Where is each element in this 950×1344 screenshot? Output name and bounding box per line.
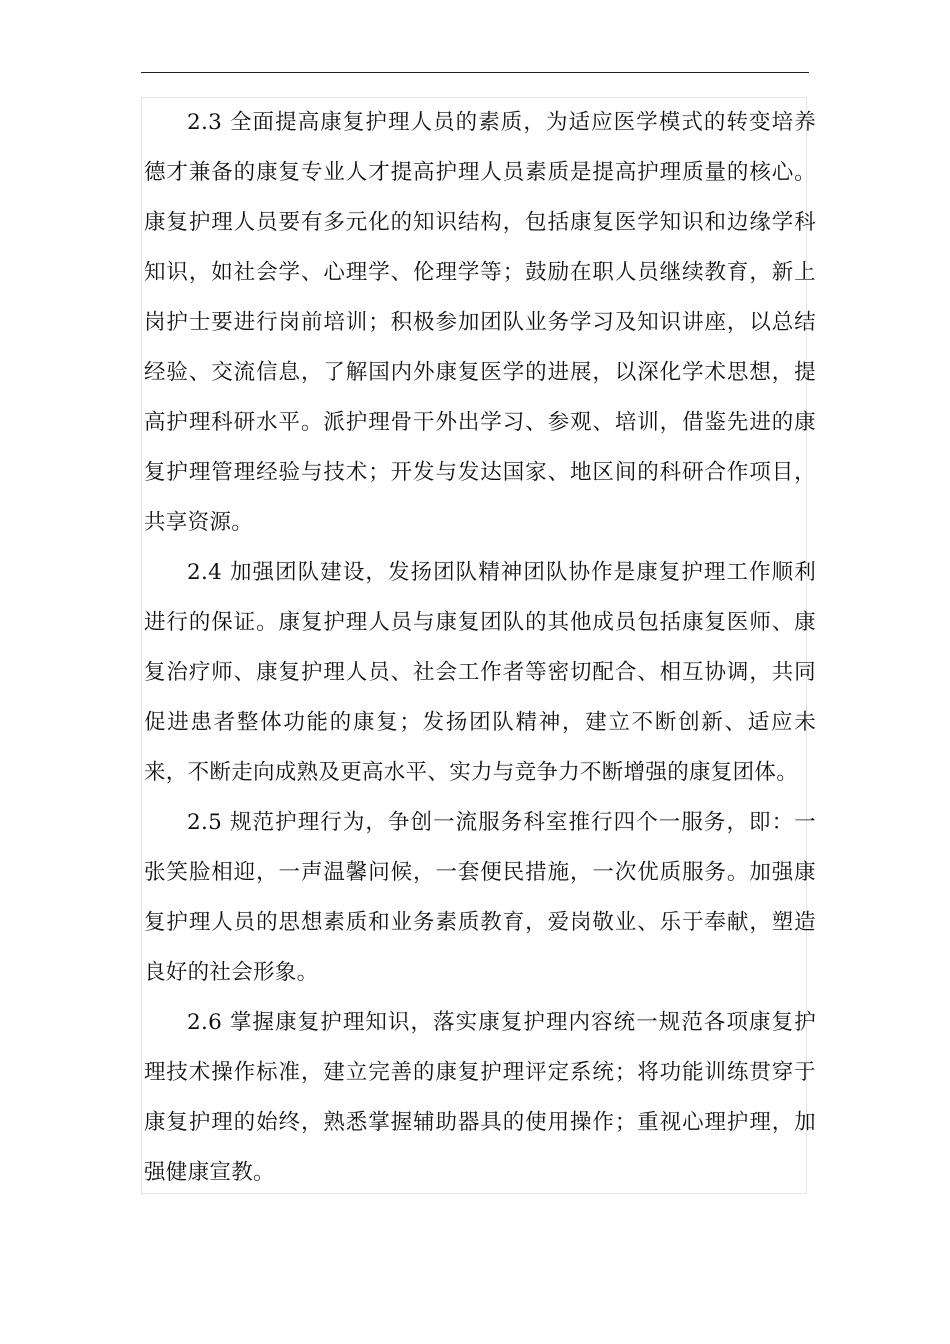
paragraph-2-4: 2.4 加强团队建设，发扬团队精神团队协作是康复护理工作顺利进行的保证。康复护理人员与康复团队的其他成员包括康复医师、康复治疗师、康复护理人员、社会工作者等密切配合、相互协调，共同促进患者整体功能的康复；发扬团队精神，建立不断创新、适应未来，不断走向成熟及更高水平、实力与竞争力不断增强的康复团体。 bbox=[144, 560, 816, 785]
paragraph-2-3: 2.3 全面提高康复护理人员的素质，为适应医学模式的转变培养德才兼备的康复专业人才提高护理人员素质是提高护理质量的核心。康复护理人员要有多元化的知识结构，包括康复医学知识和边缘学科知识，如社会学、心理学、伦理学等；鼓励在职人员继续教育，新上岗护士要进行岗前培训；积极参加团队业务学习及知识讲座，以总结经验、交流信息，了解国内外康复医学的进展，以深化学术思想，提高护理科研水平。派护理骨干外出学习、参观、培训，借鉴先进的康复护理管理经验与技术；开发与发达国家、地区间的科研合作项目，共享资源。 bbox=[144, 110, 816, 535]
paragraph-2-6: 2.6 掌握康复护理知识，落实康复护理内容统一规范各项康复护理技术操作标准，建立完善的康复护理评定系统；将功能训练贯穿于康复护理的始终，熟悉掌握辅助器具的使用操作；重视心理护理，加强健康宣教。 bbox=[144, 1010, 816, 1185]
header-rule bbox=[141, 72, 809, 73]
paragraph-2-5: 2.5 规范护理行为，争创一流服务科室推行四个一服务，即：一张笑脸相迎，一声温馨问候，一套便民措施，一次优质服务。加强康复护理人员的思想素质和业务素质教育，爱岗敬业、乐于奉献，塑造良好的社会形象。 bbox=[144, 810, 816, 985]
document-body bbox=[144, 98, 816, 1198]
